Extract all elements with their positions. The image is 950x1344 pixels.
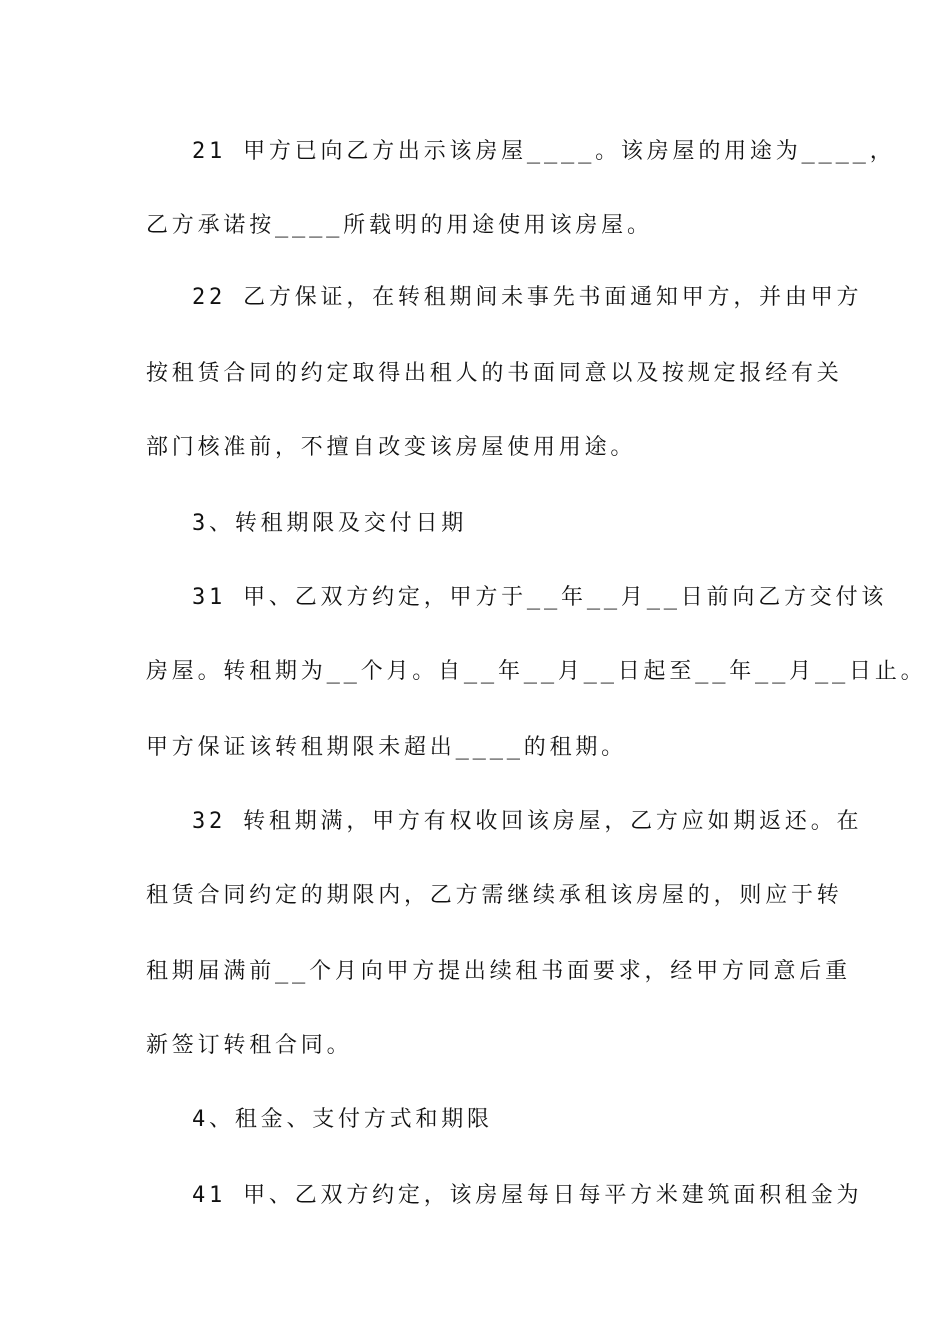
text-line-22-part2: 按租赁合同的约定取得出租人的书面同意以及按规定报经有关 [146, 361, 843, 386]
text-line-32-part4: 新签订转租合同。 [146, 1033, 353, 1058]
text-line-21-part2: 乙方承诺按____所载明的用途使用该房屋。 [146, 213, 653, 238]
text-line-31-part3: 甲方保证该转租期限未超出____的租期。 [146, 735, 627, 760]
text-line-41-part1: 41 甲、乙双方约定，该房屋每日每平方米建筑面积租金为 [192, 1183, 863, 1208]
text-line-32-part2: 租赁合同约定的期限内，乙方需继续承租该房屋的，则应于转 [146, 883, 843, 908]
section-heading-4: 4、租金、支付方式和期限 [192, 1107, 493, 1132]
text-line-22-part1: 22 乙方保证，在转租期间未事先书面通知甲方，并由甲方 [192, 285, 863, 310]
text-line-31-part1: 31 甲、乙双方约定，甲方于__年__月__日前向乙方交付该 [192, 585, 888, 610]
section-heading-3: 3、转租期限及交付日期 [192, 511, 468, 536]
text-line-32-part3: 租期届满前__个月向甲方提出续租书面要求，经甲方同意后重 [146, 959, 851, 984]
text-line-31-part2: 房屋。转租期为__个月。自__年__月__日起至__年__月__日止。 [146, 659, 927, 684]
text-line-21-part1: 21 甲方已向乙方出示该房屋____。该房屋的用途为____， [192, 139, 896, 164]
text-line-32-part1: 32 转租期满，甲方有权收回该房屋，乙方应如期返还。在 [192, 809, 863, 834]
text-line-22-part3: 部门核准前，不擅自改变该房屋使用用途。 [146, 435, 637, 460]
